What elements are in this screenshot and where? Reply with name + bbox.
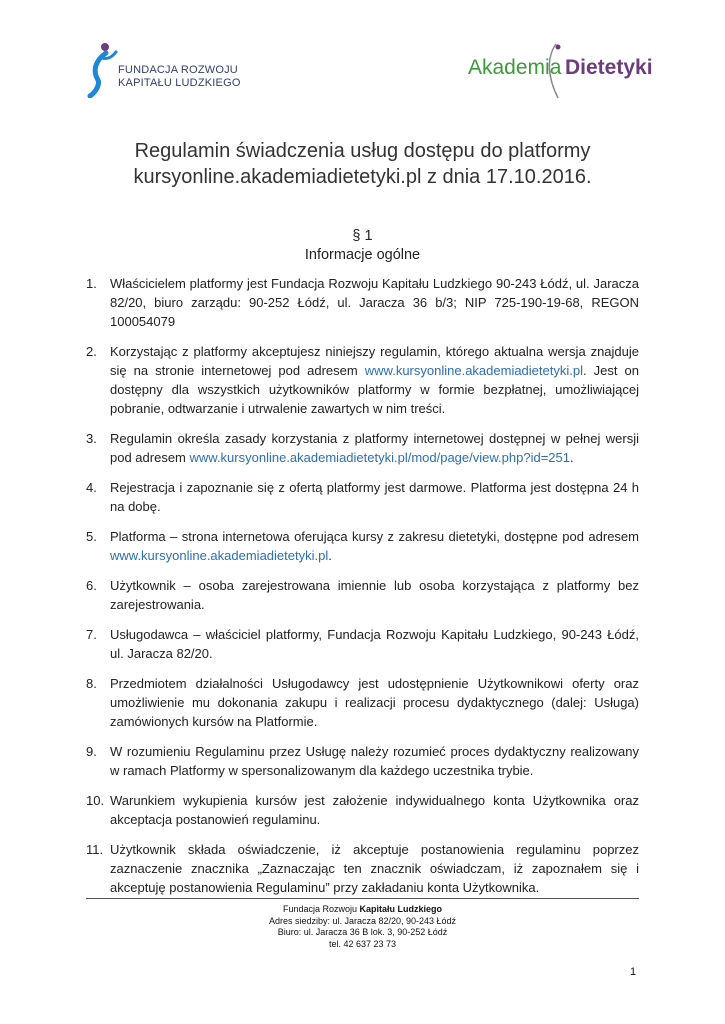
item-number: 4.: [86, 480, 97, 495]
footer-phone: tel. 42 637 23 73: [328, 938, 397, 949]
item-number: 10.: [86, 793, 105, 808]
item-text: Przedmiotem działalności Usługodawcy jest udostępnienie Użytkownikowi oferty oraz umożliwienie mu dokonania zakupu i realizacji procesu dydaktycznego (dalej: Usługa) zamówionych kursów na Platformie.: [110, 676, 639, 729]
item-number: 6.: [86, 578, 97, 593]
item-number: 1.: [86, 276, 97, 291]
item-text: Korzystając z platformy akceptujesz niniejszy regulamin, którego aktualna wersja znajduje się na stronie internetowej pod adresem: [110, 344, 639, 378]
item-text: Regulamin określa zasady korzystania z platformy internetowej dostępnej w pełnej wersji pod adresem: [110, 431, 639, 465]
footer-org-prefix: Fundacja Rozwoju: [282, 904, 360, 914]
item-text: W rozumieniu Regulaminu przez Usługę należy rozumieć proces dydaktyczny realizowany w ramach Platformy w spersonalizowanym dla każdego uczestnika trybie.: [110, 744, 639, 778]
list-item: [86, 478, 639, 516]
item-number: 2.: [86, 344, 97, 359]
item-text: Użytkownik składa oświadczenie, iż akceptuje postanowienia regulaminu poprzez zaznaczenie znacznika „Zaznaczając ten znacznik oświadczam, iż zapoznałem się i akceptuję postanowienia Regulaminu” przy zakładaniu konta Użytkownika.: [110, 842, 639, 895]
item-number: 7.: [86, 627, 97, 642]
footer-org: [60, 904, 665, 916]
platform-link[interactable]: www.kursyonline.akademiadietetyki.pl: [364, 363, 583, 378]
list-item: [86, 674, 639, 731]
item-number: 3.: [86, 431, 97, 446]
list-item: [86, 576, 639, 614]
list-item: [86, 429, 639, 467]
section-number: § 1: [352, 228, 373, 244]
akademia-logo-word2: Dietetyki: [565, 56, 653, 79]
footer-divider: [86, 898, 639, 899]
item-text: . Jest on dostępny dla wszystkich użytkowników platformy w formie bezpłatnej, umożliwiającej pobranie, odtwarzanie i utrwalenie zawartych w nim treści.: [110, 363, 639, 416]
list-item: [86, 625, 639, 663]
section-title: Informacje ogólne: [304, 247, 421, 263]
item-number: 9.: [86, 744, 97, 759]
list-item: [86, 840, 639, 897]
fundacja-logo-line1: FUNDACJA ROZWOJU: [118, 64, 238, 76]
platform-link[interactable]: www.kursyonline.akademiadietetyki.pl: [110, 548, 329, 563]
list-item: [86, 527, 639, 565]
item-text: Warunkiem wykupienia kursów jest założenie indywidualnego konta Użytkownika oraz akceptacja postanowień regulaminu.: [110, 793, 639, 827]
item-text: .: [328, 548, 332, 563]
item-number: 11.: [86, 842, 104, 857]
footer-address: Adres siedziby: ul. Jaracza 82/20, 90-243 Łódź: [268, 915, 457, 926]
item-number: 8.: [86, 676, 97, 691]
list-item: [86, 742, 639, 780]
document-title: [60, 138, 665, 190]
list-item: [86, 274, 639, 331]
item-text: Użytkownik – osoba zarejestrowana imiennie lub osoba korzystająca z platformy bez zarejestrowania.: [110, 578, 639, 612]
fundacja-figure-icon: [86, 40, 118, 98]
item-text: Usługodawca – właściciel platformy, Fundacja Rozwoju Kapitału Ludzkiego, 90-243 Łódź, ul. Jaracza 82/20.: [110, 627, 639, 661]
fundacja-logo: [86, 40, 241, 98]
page-number: 1: [630, 966, 637, 978]
page-footer: [60, 904, 665, 950]
item-number: 5.: [86, 529, 97, 544]
fundacja-logo-line2: KAPITAŁU LUDZKIEGO: [118, 77, 241, 89]
akademia-dietetyki-logo: [468, 42, 653, 100]
document-title-line1: Regulamin świadczenia usług dostępu do platformy: [134, 140, 591, 162]
list-item: [86, 342, 639, 418]
item-text: Rejestracja i zapoznanie się z ofertą platformy jest darmowe. Platforma jest dostępna 24 h na dobę.: [110, 480, 639, 514]
regulamin-page-link[interactable]: www.kursyonline.akademiadietetyki.pl/mod/page/view.php?id=251: [189, 450, 570, 465]
terms-list: [86, 274, 639, 908]
akademia-logo-word1: Akademia: [468, 56, 562, 79]
item-text: Właścicielem platformy jest Fundacja Rozwoju Kapitału Ludzkiego 90-243 Łódź, ul. Jaracza 82/20, biuro zarządu: 90-252 Łódź, ul. Jaracza 36 b/3; NIP 725-190-19-68, REGON 100054079: [110, 276, 639, 329]
item-text: Platforma – strona internetowa oferująca kursy z zakresu dietetyki, dostępne pod adresem: [110, 529, 639, 544]
list-item: [86, 791, 639, 829]
footer-office: Biuro: ul. Jaracza 36 B lok. 3, 90-252 Łódź: [277, 927, 448, 937]
item-text: .: [569, 450, 574, 465]
document-title-line2: kursyonline.akademiadietetyki.pl z dnia 17.10.2016.: [133, 166, 592, 188]
section-heading: [60, 227, 665, 265]
footer-org-bold: Kapitału Ludzkiego: [359, 904, 443, 914]
